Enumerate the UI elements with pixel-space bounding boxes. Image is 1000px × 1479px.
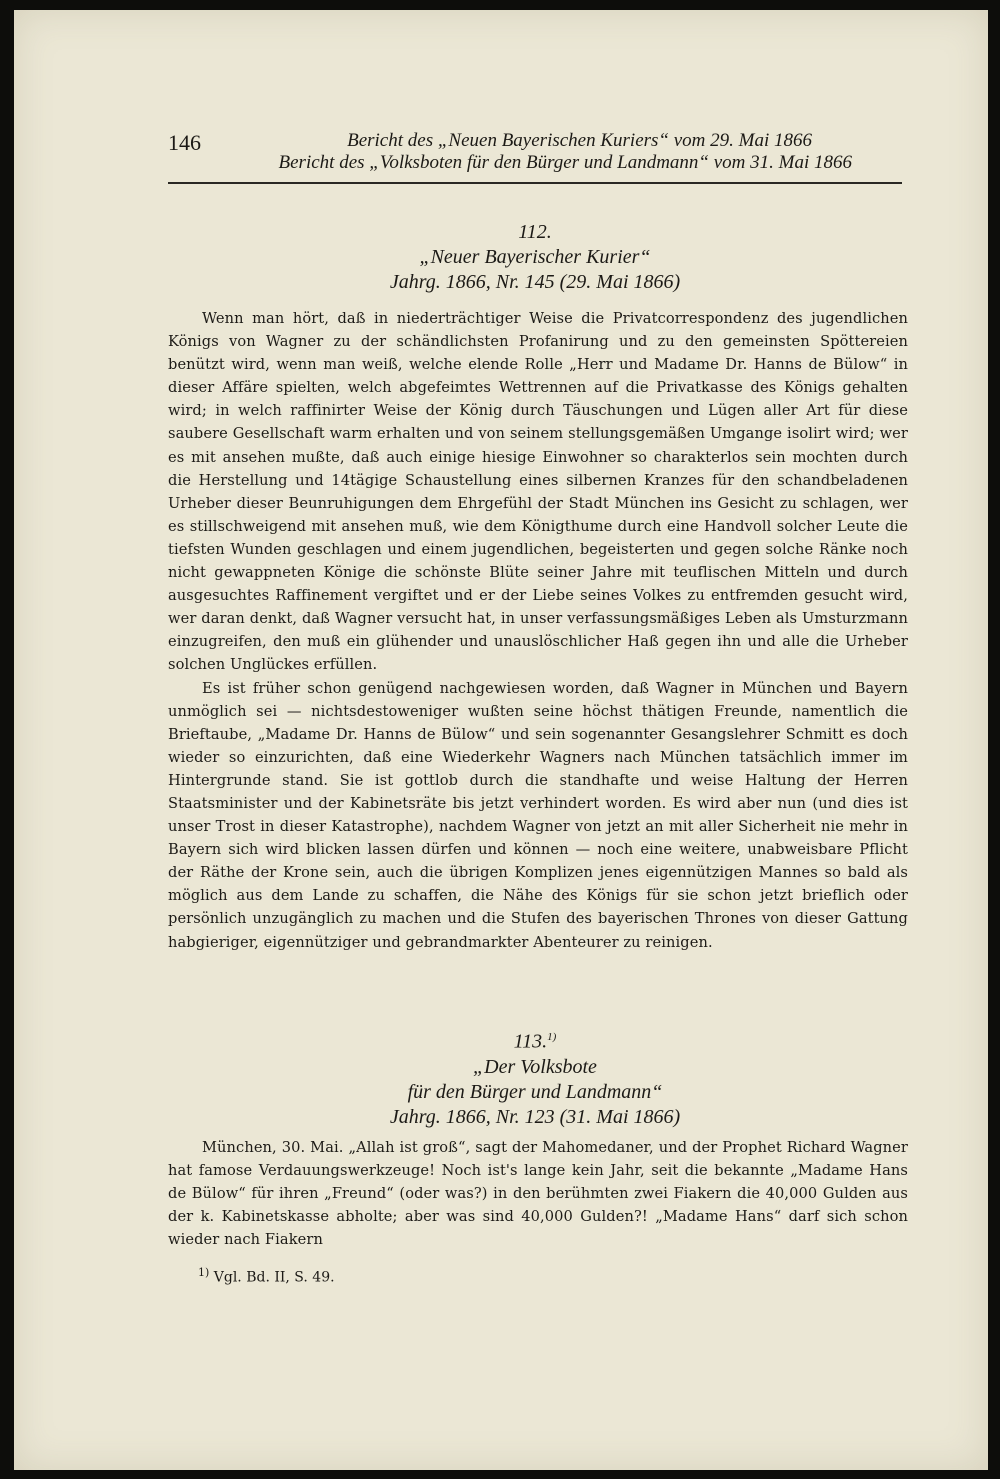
page-number: 146: [168, 130, 201, 155]
paragraph: Es ist früher schon genügend nachgewiesen worden, daß Wagner in München und Bayern unmöglich sei — nichtsdestoweniger wußten seine höchst thätigen Freunde, namentlich die Brieftaube, „Madame Dr. Hanns de Bülow“ und sein sogenannter Gesangslehrer Schmitt es doch wieder so einzurichten, daß eine Wiederkehr Wagners nach München tatsächlich immer im Hintergrunde stand. Sie ist gottlob durch die standhafte und weise Haltung der Herren Staatsminister und der Kabinetsräte bis jetzt verhindert worden. Es wird aber nun (und dies ist unser Trost in dieser Katastrophe), nachdem Wagner von jetzt an mit aller Sicherheit nie mehr in Bayern sich wird blicken lassen dürfen und können — noch eine weitere, unabweisbare Pflicht der Räthe der Krone sein, auch die übrigen Komplizen jenes eigennützigen Mannes so bald als möglich aus dem Lande zu schaffen, die Nähe des Königs für sie schon jetzt brieflich oder persönlich unzugänglich zu machen und die Stufen des bayerischen Thrones von dieser Gattung habgieriger, eigennütziger und gebrandmarkter Abenteurer zu reinigen.: [168, 679, 908, 951]
document-113-heading: [168, 1025, 902, 1130]
document-113-body: [168, 1136, 908, 1251]
footnote-reference: 1): [547, 1031, 557, 1043]
document-112-body: [168, 307, 908, 954]
document-title-line-2: für den Bürger und Landmann“: [407, 1080, 663, 1103]
paragraph: München, 30. Mai. „Allah ist groß“, sagt der Mahomedaner, und der Prophet Richard Wagner hat famose Verdauungswerkzeuge! Noch ist's lange kein Jahr, seit die bekannte „Madame Hans de Bülow“ für ihren „Freund“ (oder was?) in den berühmten zwei Fiakern die 40,000 Gulden aus der k. Kabinetskasse abholte; aber was sind 40,000 Gulden?! „Madame Hans“ darf sich schon wieder nach Fiakern: [168, 1139, 908, 1249]
document-title-line-1: „Der Volksbote: [473, 1055, 597, 1078]
document-source: Jahrg. 1866, Nr. 145 (29. Mai 1866): [389, 271, 681, 293]
document-title: „Neuer Bayerischer Kurier“: [419, 246, 651, 268]
paragraph: Wenn man hört, daß in niederträchtiger Weise die Privatcorrespondenz des jugendlichen Königs von Wagner zu der schändlichsten Profanirung und zu den gemeinsten Spöttereien benützt wird, wenn man weiß, welche elende Rolle „Herr und Madame Dr. Hanns de Bülow“ in dieser Affäre spielten, welch abgefeimtes Wettrennen auf die Privatkasse des Königs gehalten wird; in welch raffinirter Weise der König durch Täuschungen und Lügen aller Art für diese saubere Gesellschaft warm erhalten und von seinem stellungsgemäßen Umgange isolirt wird; wer es mit ansehen mußte, daß auch einige hiesige Einwohner so charakterlos sein mochten durch die Herstellung und 14tägige Schaustellung eines silbernen Kranzes für den schandbeladenen Urheber dieser Beunruhigungen dem Ehrgefühl der Stadt München ins Gesicht zu schlagen, wer es stillschweigend mit ansehen muß, wie dem Königthume durch eine Handvoll solcher Leute die tiefsten Wunden geschlagen und einem jugendlichen, begeisterten und gegen solche Ränke noch nicht gewappneten Könige die schönste Blüte seiner Jahre mit teuflischen Mitteln und durch ausgesuchtes Raffinement vergiftet und er der Liebe seines Volkes zu entfremden gesucht wird, wer daran denkt, daß Wagner versucht hat, in unser verfassungsmäßiges Leben als Umsturzmann einzugreifen, den muß ein glühender und unauslöschlicher Haß gegen ihn und alle die Urheber solchen Unglückes erfüllen.: [168, 310, 908, 674]
footnote: [198, 1266, 335, 1286]
header-line-2: Bericht des „Volksboten für den Bürger und Landmann“ vom 31. Mai 1866: [278, 152, 852, 173]
document-source: Jahrg. 1866, Nr. 123 (31. Mai 1866): [389, 1105, 681, 1128]
running-header: [168, 128, 902, 184]
document-number: 113.: [513, 1030, 548, 1053]
document-number-line: [168, 1025, 902, 1055]
document-112-heading: [168, 220, 902, 295]
footnote-text: Vgl. Bd. II, S. 49.: [213, 1269, 335, 1286]
header-line-1: Bericht des „Neuen Bayerischen Kuriers“ vom 29. Mai 1866: [347, 130, 812, 151]
footnote-mark: 1): [198, 1266, 210, 1279]
document-number: 112.: [518, 221, 552, 243]
